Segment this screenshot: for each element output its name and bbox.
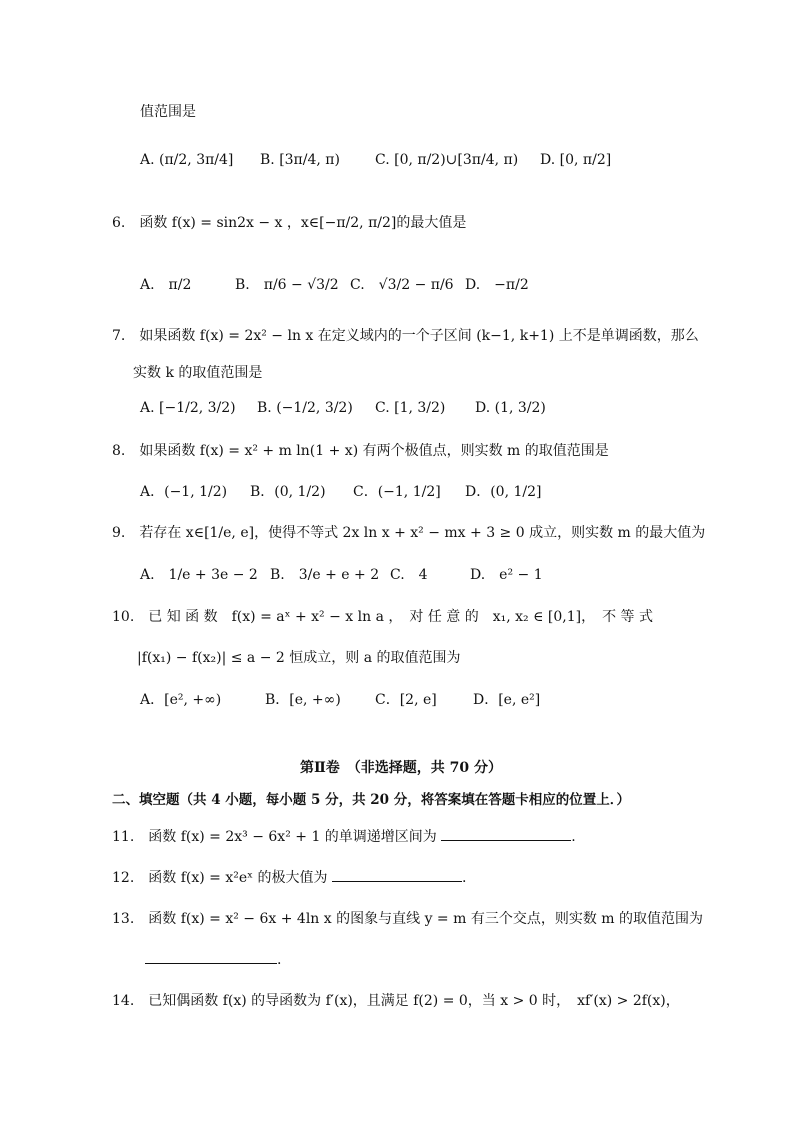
q9-options: [140, 565, 700, 585]
q10-stem-cont: |f(x₁) − f(x₂)| ≤ a − 2 恒成立，则 a 的取值范围为: [137, 650, 461, 666]
q9-option-b: B. 3/e + e + 2: [270, 567, 380, 583]
q5-option-d: D. [0, π/2]: [540, 152, 612, 168]
q8-option-a: A．(−1, 1/2): [140, 484, 228, 500]
q10-option-b: B．[e, +∞): [265, 692, 341, 708]
q10-option-a: A．[e², +∞): [140, 692, 222, 708]
q13-period: .: [277, 952, 282, 968]
section-title: 第Ⅱ卷 （非选择题，共 70 分）: [300, 760, 503, 776]
q11-period: .: [571, 829, 576, 845]
q12: [112, 867, 466, 888]
q12-period: .: [461, 870, 467, 886]
q7-option-d: D. (1, 3/2): [475, 400, 546, 416]
q5-options: [140, 150, 700, 170]
q10-stem: 10. 已 知 函 数 f(x) = aˣ + x² − x ln a ， 对 任 意 的 x₁, x₂ ∈ [0,1]， 不 等 式: [112, 609, 654, 625]
q6-option-a: A. π/2: [140, 277, 192, 293]
q5-option-c: C. [0, π/2)∪[3π/4, π): [375, 152, 519, 168]
q12-text: 12. 函数 f(x) = x²eˣ 的极大值为: [112, 870, 328, 886]
q9-option-d: D. e² − 1: [470, 567, 543, 583]
q5-continuation: 值范围是: [140, 104, 196, 120]
q6-option-d: D. −π/2: [465, 277, 529, 293]
q8-options: [140, 482, 700, 502]
q13-stem: 13. 函数 f(x) = x² − 6x + 4ln x 的图象与直线 y = m 有三个交点，则实数 m 的取值范围为: [112, 911, 704, 927]
q10-option-c: C．[2, e]: [375, 692, 437, 708]
q12-answer-blank[interactable]: [332, 867, 462, 882]
q6-stem: 6. 函数 f(x) = sin2x − x ，x∈[−π/2, π/2]的最大值是: [112, 215, 467, 231]
q7-stem: 7. 如果函数 f(x) = 2x² − ln x 在定义域内的一个子区间 (k−1, k+1) 上不是单调函数，那么: [112, 328, 699, 344]
q8-option-c: C．(−1, 1/2]: [353, 484, 441, 500]
q7-option-b: B. (−1/2, 3/2): [257, 400, 353, 416]
q8-option-d: D．(0, 1/2]: [465, 484, 542, 500]
q11: [112, 826, 576, 847]
q6-option-c: C. √3/2 − π/6: [350, 277, 454, 293]
q10-option-d: D．[e, e²]: [473, 692, 541, 708]
q9-stem: 9. 若存在 x∈[1/e, e]，使得不等式 2x ln x + x² − mx + 3 ≥ 0 成立，则实数 m 的最大值为: [112, 525, 706, 541]
q5-option-b: B. [3π/4, π): [260, 152, 340, 168]
q6-option-b: B. π/6 − √3/2: [235, 277, 339, 293]
q5-option-a: A. (π/2, 3π/4]: [140, 152, 234, 168]
q7-stem-cont: 实数 k 的取值范围是: [133, 365, 263, 381]
q9-option-a: A. 1/e + 3e − 2: [140, 567, 258, 583]
q13-answer-blank[interactable]: [145, 949, 277, 964]
q10-options: [140, 690, 700, 710]
q6-options: [140, 275, 700, 295]
q13-answer-line: [145, 949, 281, 970]
q8-stem: 8. 如果函数 f(x) = x² + m ln(1 + x) 有两个极值点，则实数 m 的取值范围是: [112, 443, 609, 459]
q11-text: 11. 函数 f(x) = 2x³ − 6x² + 1 的单调递增区间为: [112, 829, 437, 845]
q7-option-c: C. [1, 3/2): [375, 400, 446, 416]
section-heading: 二、填空题（共 4 小题，每小题 5 分，共 20 分，将答案填在答题卡相应的位置上．）: [112, 792, 631, 808]
q9-option-c: C. 4: [390, 567, 428, 583]
q7-option-a: A. [−1/2, 3/2): [140, 400, 236, 416]
q8-option-b: B．(0, 1/2): [250, 484, 326, 500]
q14-stem: 14. 已知偶函数 f(x) 的导函数为 f′(x)，且满足 f(2) = 0，当 x > 0 时， xf′(x) > 2f(x)，: [112, 993, 680, 1009]
q7-options: [140, 398, 700, 418]
q11-answer-blank[interactable]: [441, 826, 571, 841]
